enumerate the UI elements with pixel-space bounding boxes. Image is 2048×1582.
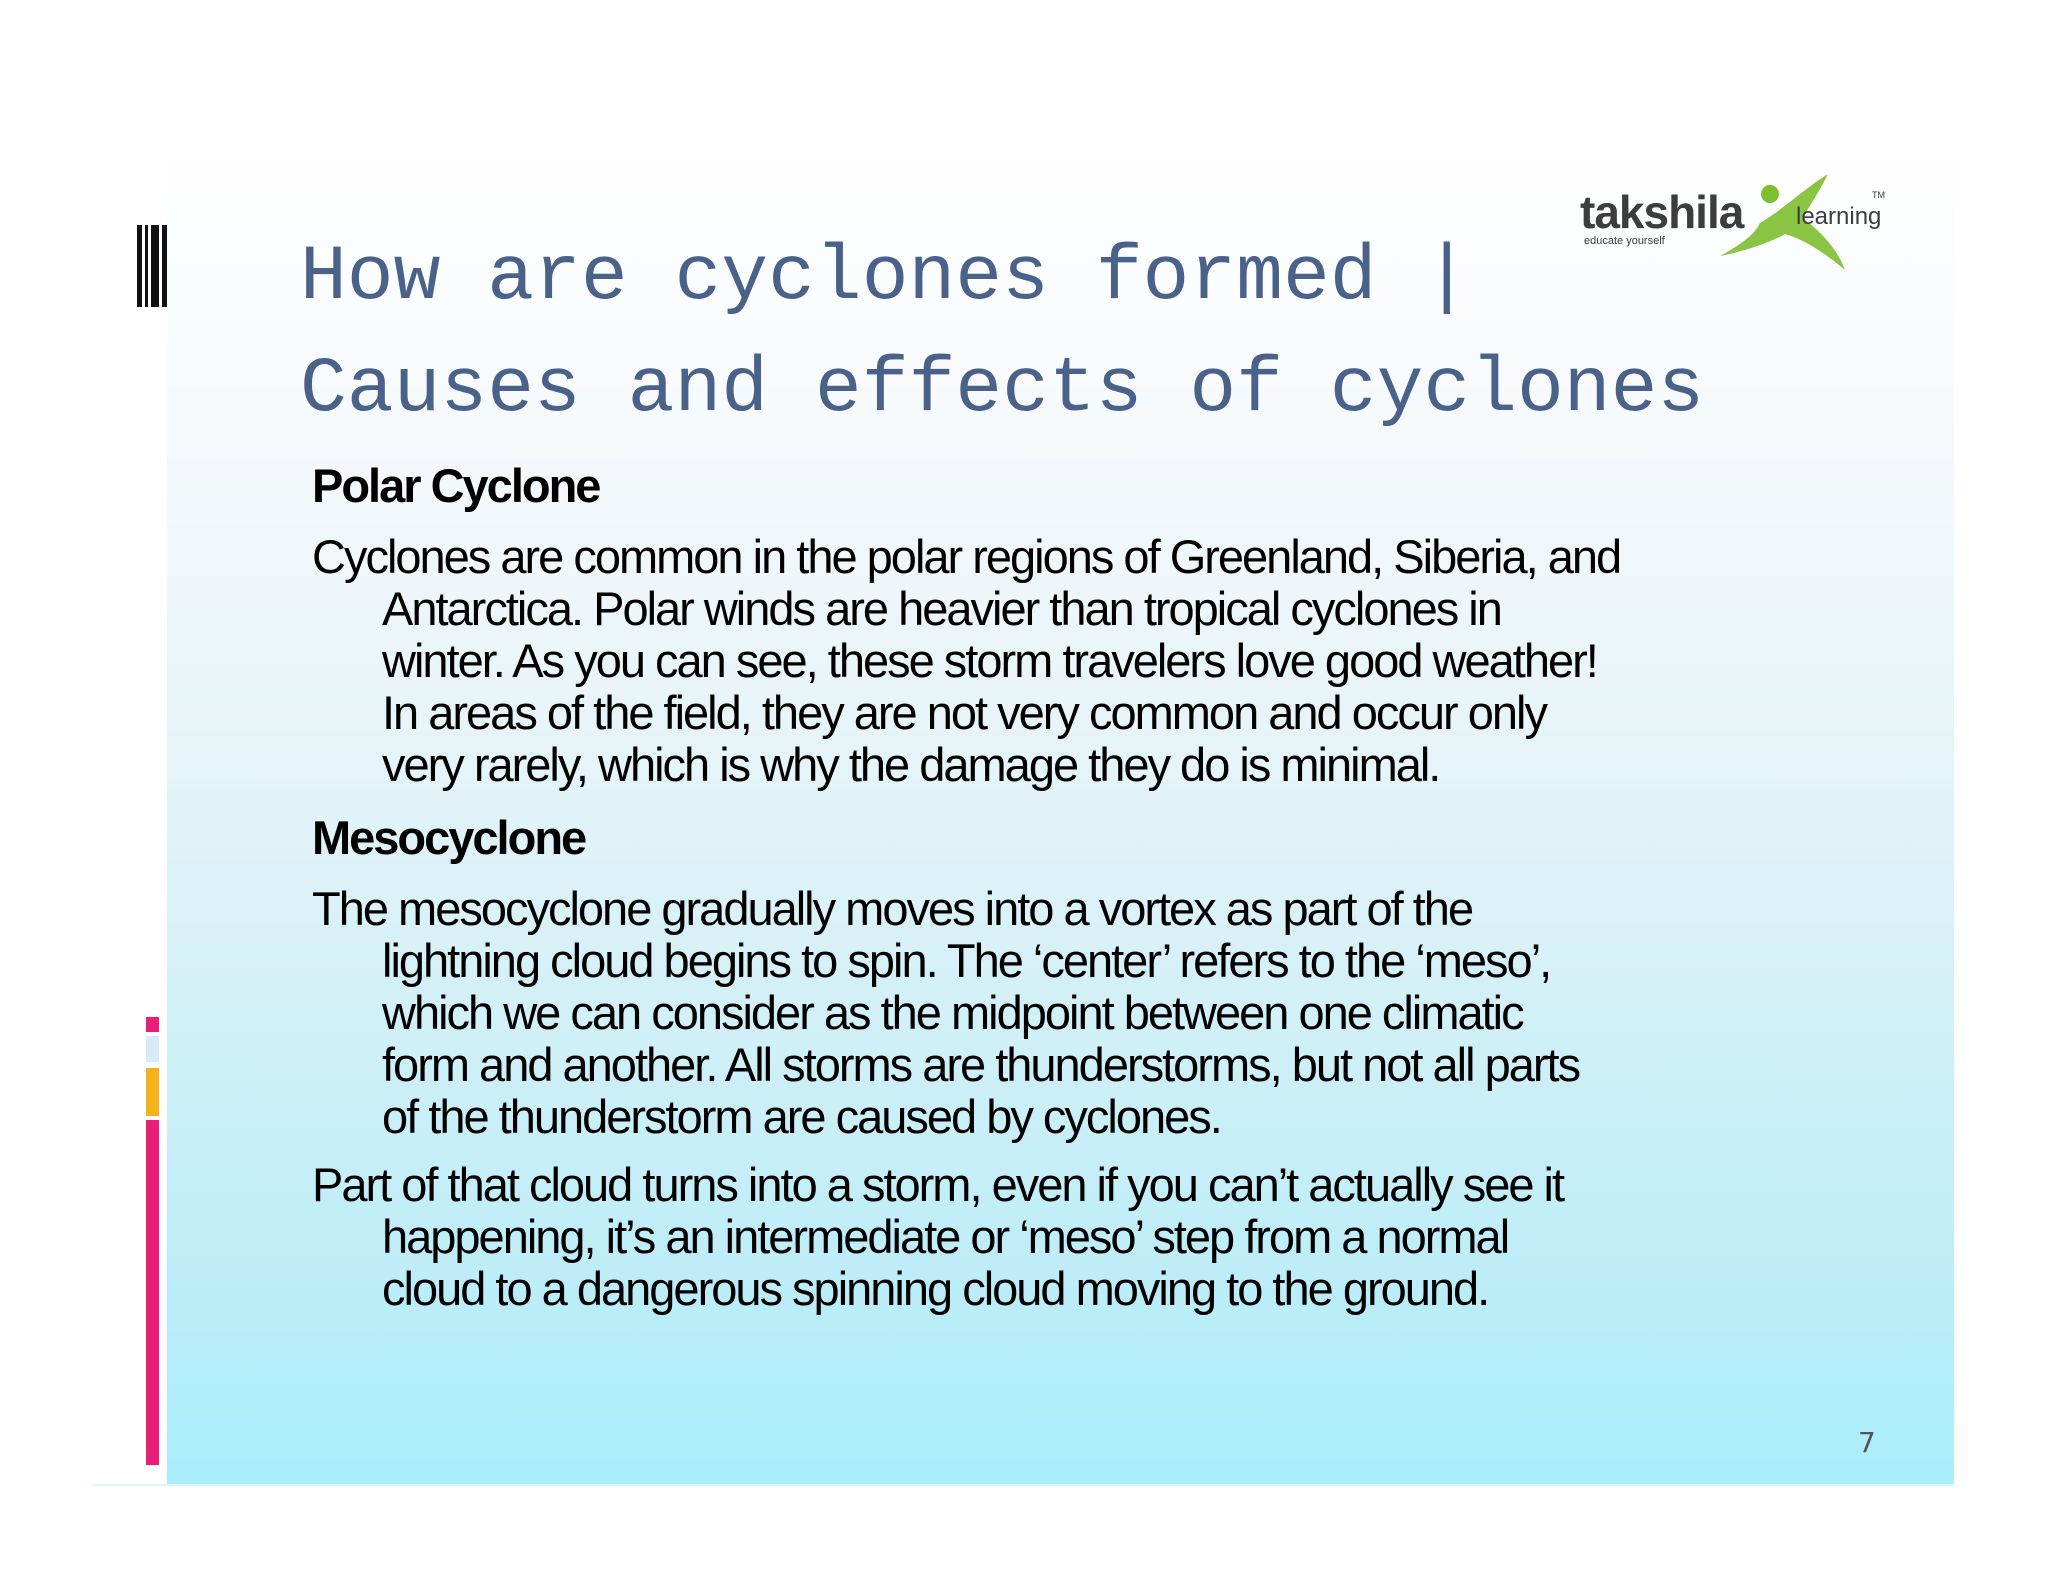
accent-bar-pink-small (146, 1017, 159, 1032)
slide-bottom-rule (92, 1484, 1954, 1486)
logo-brand-text: takshila (1580, 186, 1744, 238)
paragraph-line: Part of that cloud turns into a storm, even if you can’t actually see it (312, 1158, 1564, 1211)
accent-bar-light-blue (146, 1036, 159, 1062)
title-marker-icon (137, 225, 167, 307)
section-paragraph (312, 1159, 1872, 1315)
paragraph-line: cloud to a dangerous spinning cloud moving to the ground. (382, 1262, 1489, 1315)
paragraph-line: which we can consider as the midpoint between one climatic (382, 986, 1523, 1039)
paragraph-line: Cyclones are common in the polar regions of Greenland, Siberia, and (312, 530, 1621, 583)
paragraph-line: Antarctica. Polar winds are heavier than tropical cyclones in (382, 582, 1501, 635)
paragraph-line: In areas of the field, they are not very common and occur only (382, 686, 1546, 739)
accent-bar-yellow (146, 1068, 159, 1116)
paragraph-line: winter. As you can see, these storm travelers love good weather! (382, 634, 1597, 687)
paragraph-line: lightning cloud begins to spin. The ‘center’ refers to the ‘meso’, (382, 934, 1551, 987)
slide-title-line: How are cyclones formed | (300, 234, 1471, 322)
slide-title-line: Causes and effects of cyclones (300, 346, 1705, 434)
logo-tagline-text: educate yourself (1584, 235, 1665, 247)
section-heading: Mesocyclone (312, 811, 586, 864)
paragraph-line: The mesocyclone gradually moves into a vortex as part of the (312, 882, 1473, 935)
logo-trademark-text: TM (1872, 190, 1885, 200)
page-number: 7 (1858, 1426, 1876, 1459)
takshila-learning-logo (1570, 168, 1900, 278)
slide-body (312, 455, 1872, 1331)
section-paragraph (312, 531, 1872, 791)
section-heading: Polar Cyclone (312, 459, 600, 512)
accent-bar-pink-tall (146, 1120, 159, 1465)
paragraph-line: of the thunderstorm are caused by cyclones. (382, 1090, 1221, 1143)
paragraph-line: very rarely, which is why the damage they do is minimal. (382, 738, 1440, 791)
section-paragraph (312, 883, 1872, 1143)
slide-title (300, 222, 1704, 446)
logo-suffix-text: learning (1796, 203, 1882, 230)
paragraph-line: form and another. All storms are thunderstorms, but not all parts (382, 1038, 1580, 1091)
paragraph-line: happening, it’s an intermediate or ‘meso’ step from a normal (382, 1210, 1509, 1263)
